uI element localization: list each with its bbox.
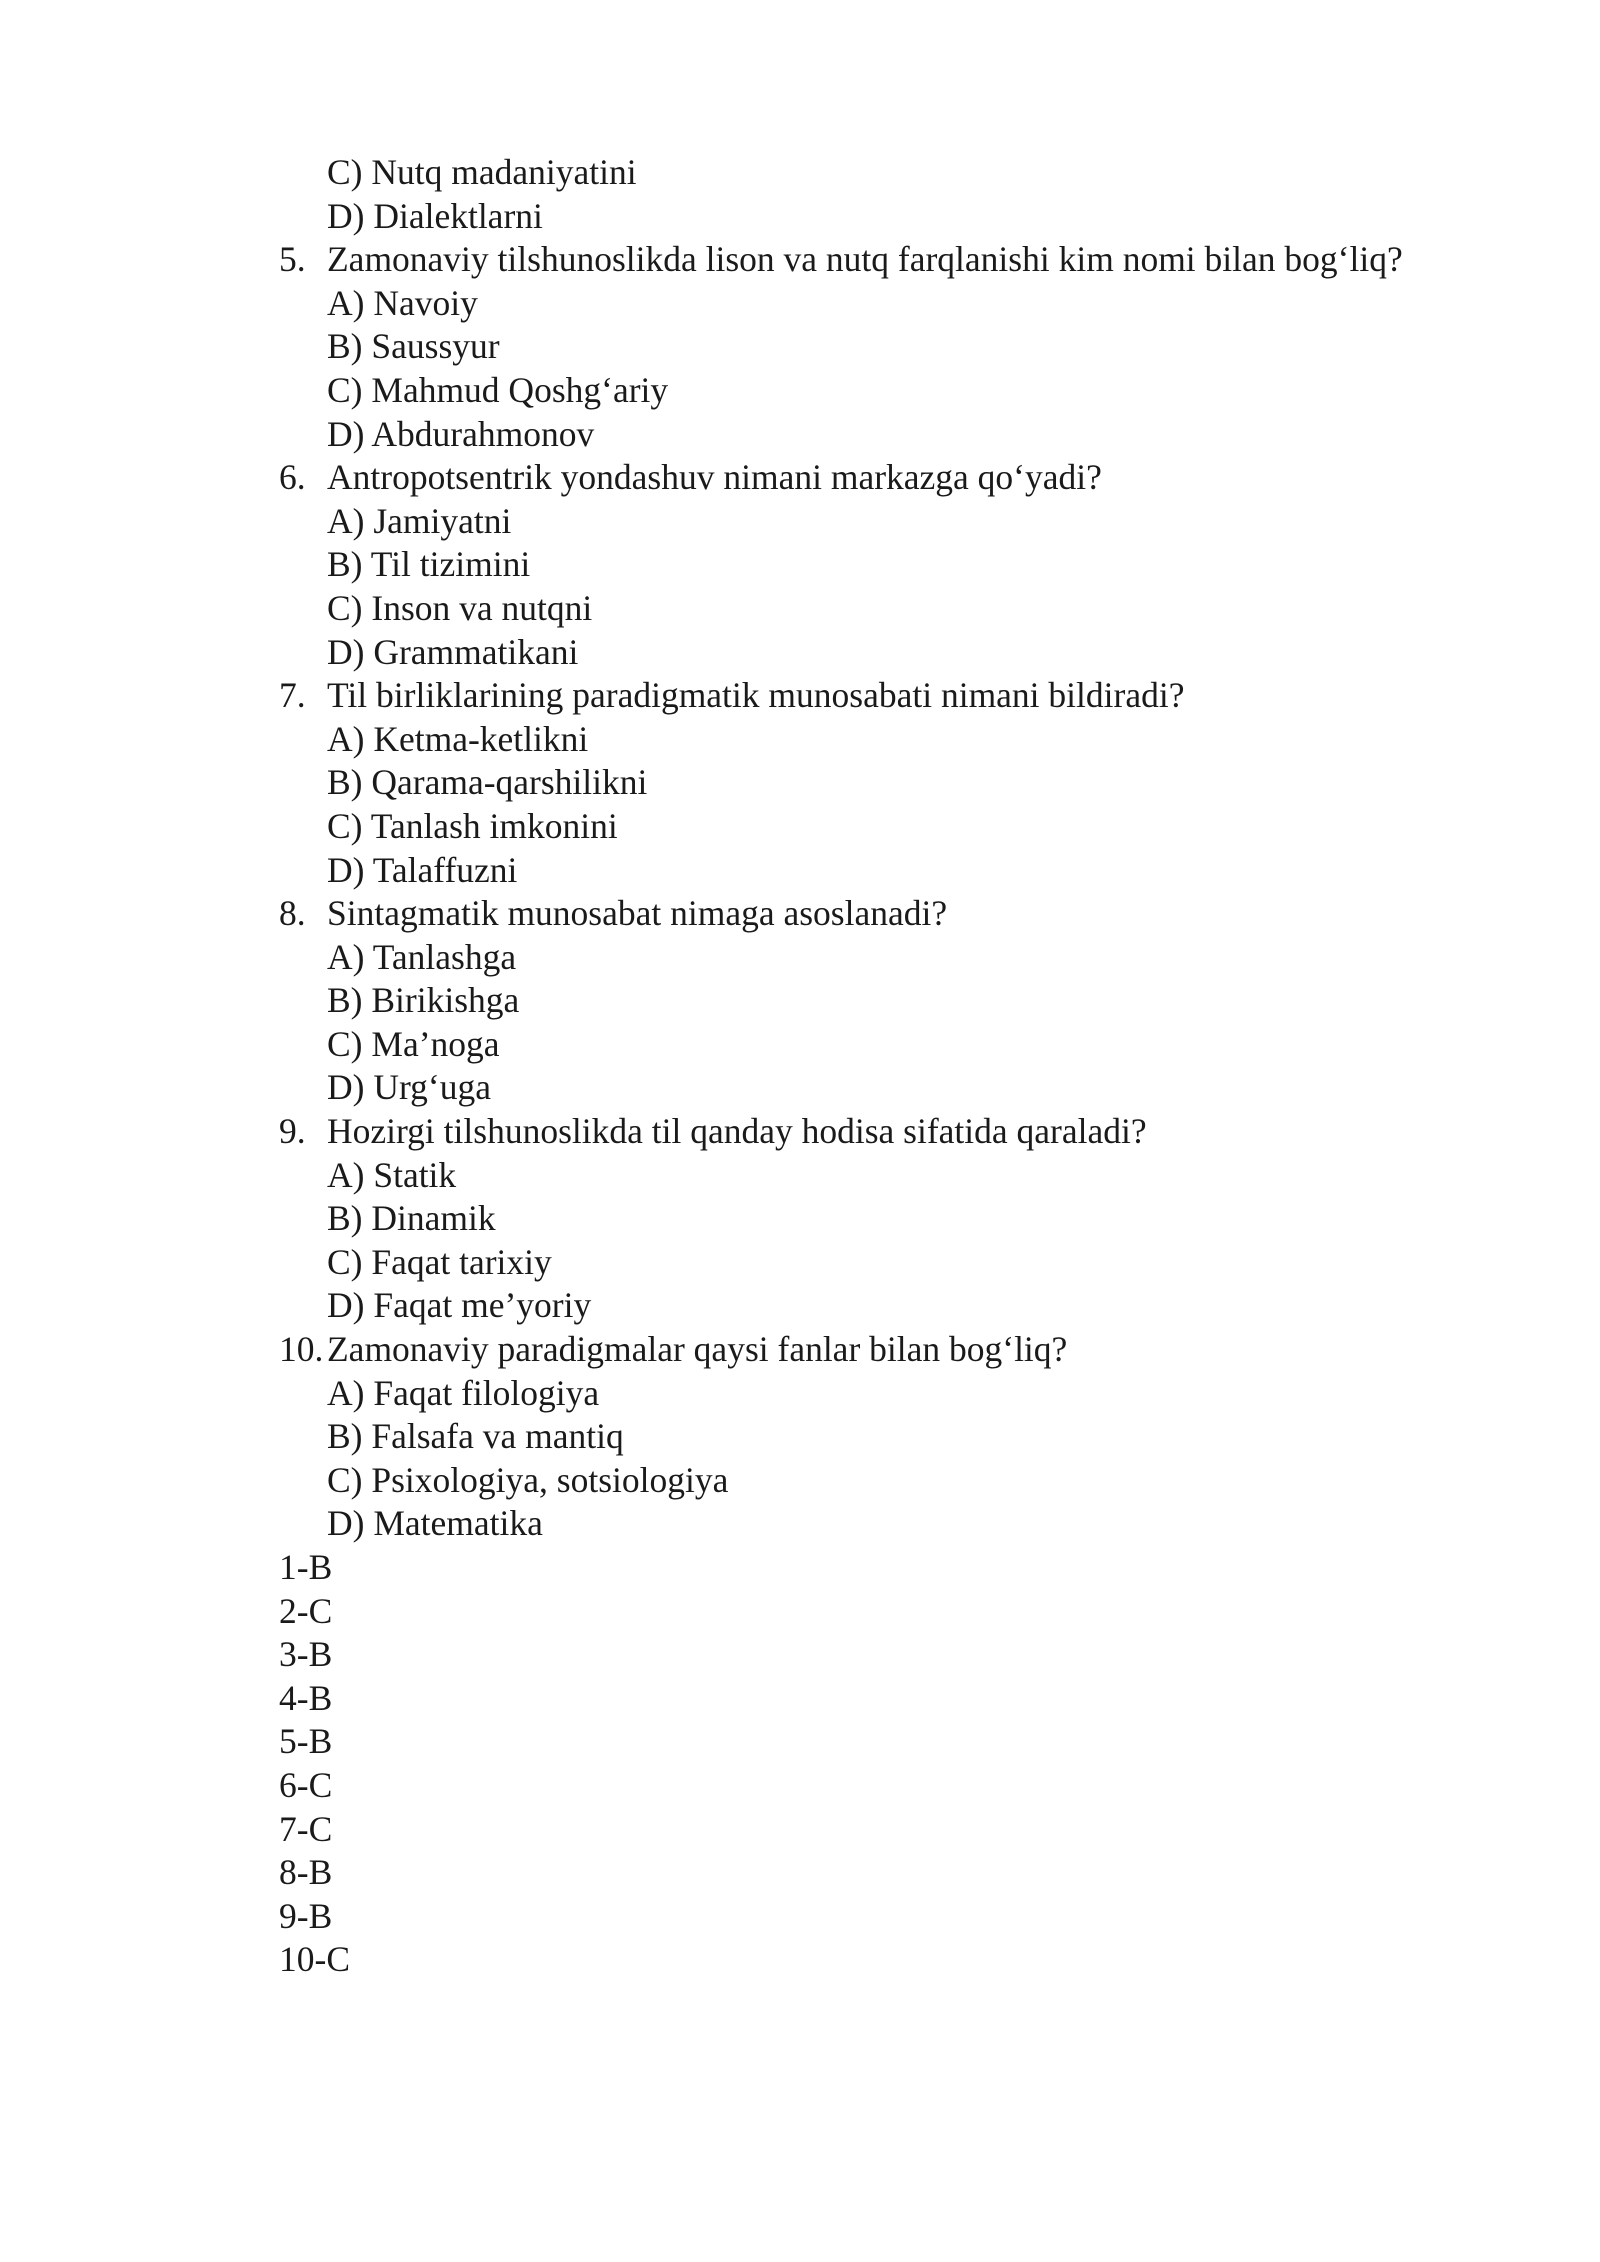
question-number: 6. [279, 457, 306, 498]
question-block [0, 892, 1600, 1110]
question-number: 10. [279, 1329, 324, 1370]
question-text: Sintagmatik munosabat nimaga asoslanadi? [327, 893, 948, 934]
question-line [0, 456, 1600, 500]
question-block [0, 456, 1600, 674]
question-text: Hozirgi tilshunoslikda til qanday hodisa sifatida qaraladi? [327, 1111, 1147, 1152]
question-line [0, 674, 1600, 718]
question-number: 9. [279, 1111, 306, 1152]
answer-key-item: 2-C [279, 1590, 333, 1631]
question-block [0, 238, 1600, 456]
answer-option: B) Saussyur [327, 326, 500, 367]
question-number: 5. [279, 239, 306, 280]
continued-options [0, 151, 1600, 238]
answer-option: B) Falsafa va mantiq [327, 1416, 624, 1457]
answer-key-item: 10-C [279, 1939, 350, 1980]
question-text: Antropotsentrik yondashuv nimani markazga qo‘yadi? [327, 457, 1102, 498]
answer-key-item: 1-B [279, 1547, 333, 1587]
question-list [0, 238, 1600, 1546]
question-text: Zamonaviy paradigmalar qaysi fanlar bilan bog‘liq? [327, 1329, 1068, 1370]
answer-option: A) Ketma-ketlikni [327, 718, 589, 759]
answer-key-item: 4-B [279, 1677, 333, 1718]
answer-option: A) Jamiyatni [327, 500, 512, 541]
answer-option: A) Tanlashga [327, 936, 517, 977]
answer-option: A) Faqat filologiya [327, 1372, 600, 1413]
answer-option: A) Statik [327, 1154, 457, 1195]
answer-option: C) Nutq madaniyatini [327, 152, 637, 192]
question-line [0, 1328, 1600, 1372]
answer-key-item: 8-B [279, 1852, 333, 1893]
question-block [0, 1328, 1600, 1546]
answer-option: D) Dialektlarni [327, 195, 543, 236]
answer-key-item: 3-B [279, 1634, 333, 1675]
answer-key [0, 1546, 1600, 1982]
answer-key-item: 7-C [279, 1808, 333, 1849]
question-line [0, 892, 1600, 936]
question-text: Til birliklarining paradigmatik munosabati nimani bildiradi? [327, 675, 1185, 716]
answer-option: C) Ma’noga [327, 1023, 500, 1064]
answer-option: A) Navoiy [327, 282, 478, 323]
document-page [0, 151, 1600, 1982]
answer-key-item: 9-B [279, 1895, 333, 1936]
answer-option: C) Psixologiya, sotsiologiya [327, 1459, 729, 1500]
answer-option: C) Mahmud Qoshg‘ariy [327, 369, 669, 410]
answer-option: D) Faqat me’yoriy [327, 1285, 592, 1326]
answer-option: C) Inson va nutqni [327, 587, 593, 628]
answer-option: D) Urg‘uga [327, 1067, 491, 1108]
answer-option: B) Qarama-qarshilikni [327, 762, 648, 803]
answer-option: B) Dinamik [327, 1198, 496, 1239]
answer-option: C) Faqat tarixiy [327, 1241, 552, 1282]
question-text: Zamonaviy tilshunoslikda lison va nutq farqlanishi kim nomi bilan bog‘liq? [327, 239, 1403, 280]
question-line [0, 238, 1600, 282]
question-block [0, 1110, 1600, 1328]
answer-option: D) Abdurahmonov [327, 413, 595, 454]
question-number: 7. [279, 675, 306, 716]
answer-key-item: 5-B [279, 1721, 333, 1762]
question-number: 8. [279, 893, 306, 934]
question-block [0, 674, 1600, 892]
answer-option: B) Til tizimini [327, 544, 531, 585]
answer-option: C) Tanlash imkonini [327, 805, 618, 846]
question-line [0, 1110, 1600, 1154]
answer-option: B) Birikishga [327, 980, 520, 1021]
answer-key-item: 6-C [279, 1764, 333, 1805]
answer-option: D) Grammatikani [327, 631, 579, 672]
answer-option: D) Talaffuzni [327, 849, 518, 890]
answer-option: D) Matematika [327, 1503, 543, 1544]
